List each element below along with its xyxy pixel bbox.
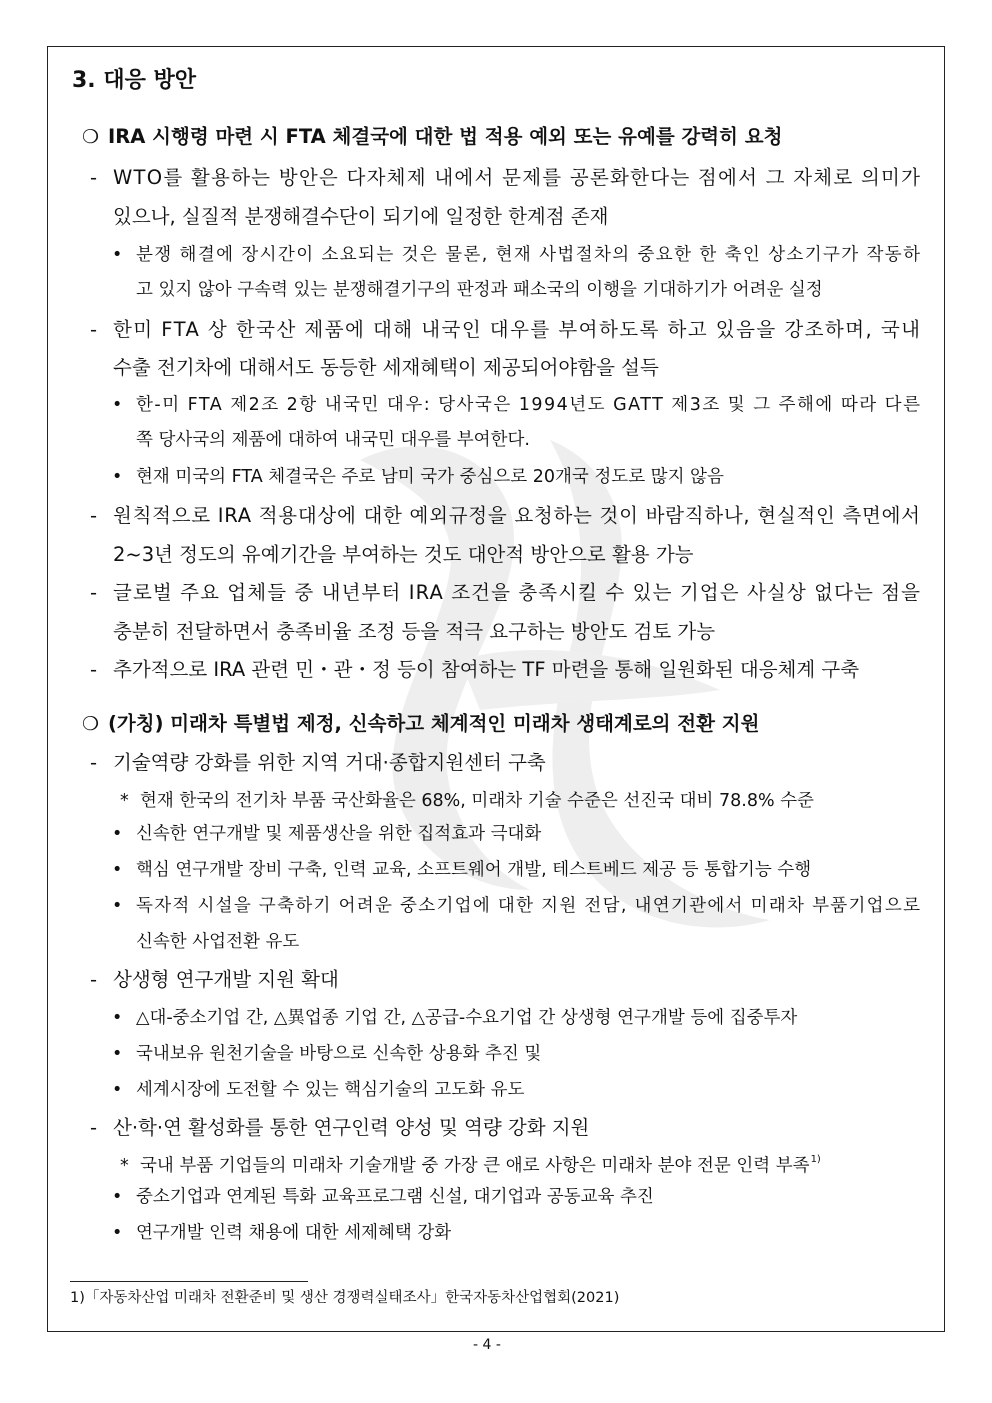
dash-marker: -	[90, 504, 98, 527]
list-item-line: 글로벌 주요 업체들 중 내년부터 IRA 조건을 충족시킬 수 있는 기업은 사실상 없다는 점을	[113, 581, 922, 604]
section-title: (가칭) 미래차 특별법 제정, 신속하고 체계적인 미래차 생태계로의 전환 지원	[108, 712, 760, 735]
list-item-line: 독자적 시설을 구축하기 어려운 중소기업에 대한 지원 전담, 내연기관에서 미래차 부품기업으로	[136, 896, 922, 916]
list-item-line: 국내보유 원천기술을 바탕으로 신속한 상용화 추진 및	[136, 1044, 542, 1064]
dash-marker: -	[90, 1116, 98, 1139]
dash-marker: -	[90, 166, 98, 189]
list-item-line: 세계시장에 도전할 수 있는 핵심기술의 고도화 유도	[136, 1080, 525, 1100]
bullet-icon: •	[112, 1044, 123, 1064]
bullet-icon: •	[112, 860, 123, 880]
bullet-icon: •	[112, 245, 123, 265]
list-item-line: 현재 미국의 FTA 체결국은 주로 남미 국가 중심으로 20개국 정도로 많지 않음	[136, 467, 724, 487]
list-item-line: 신속한 연구개발 및 제품생산을 위한 집적효과 극대화	[136, 824, 542, 844]
bullet-icon: •	[112, 896, 123, 916]
bullet-icon: •	[112, 467, 123, 487]
list-item-line: 수출 전기차에 대해서도 동등한 세재혜택이 제공되어야함을 설득	[113, 356, 659, 379]
section-bullet-icon: ❍	[82, 126, 100, 148]
list-item-line: 쪽 당사국의 제품에 대하여 내국민 대우를 부여한다.	[136, 430, 530, 450]
list-item-line: 한미 FTA 상 한국산 제품에 대해 내국인 대우를 부여하도록 하고 있음을 강조하며, 국내	[113, 318, 922, 341]
bullet-icon: •	[112, 1008, 123, 1028]
list-item-line: 기술역량 강화를 위한 지역 거대·종합지원센터 구축	[113, 751, 546, 774]
list-item-line: 고 있지 않아 구속력 있는 분쟁해결기구의 판정과 패소국의 이행을 기대하기가 어려운 실정	[136, 280, 823, 300]
list-item-line: 추가적으로 IRA 관련 민・관・정 등이 참여하는 TF 마련을 통해 일원화된 대응체계 구축	[113, 658, 860, 681]
list-item-line: 연구개발 인력 채용에 대한 세제혜택 강화	[136, 1223, 452, 1243]
list-item-line: 한-미 FTA 제2조 2항 내국민 대우: 당사국은 1994년도 GATT 제3조 및 그 주해에 따라 다른	[136, 395, 922, 415]
note-marker: *	[120, 1156, 129, 1176]
footnote: 1)「자동차산업 미래차 전환준비 및 생산 경쟁력실태조사」한국자동차산업협회(2021)	[70, 1290, 620, 1306]
footnote-ref: 1)	[810, 1154, 821, 1165]
list-item-line: 상생형 연구개발 지원 확대	[113, 968, 339, 991]
section-bullet-icon: ❍	[82, 713, 100, 735]
bullet-icon: •	[112, 1080, 123, 1100]
list-item-line: 산·학·연 활성화를 통한 연구인력 양성 및 역량 강화 지원	[113, 1116, 590, 1139]
section-heading: 3. 대응 방안	[72, 68, 196, 93]
bullet-icon: •	[112, 824, 123, 844]
section-title: IRA 시행령 마련 시 FTA 체결국에 대한 법 적용 예외 또는 유예를 강력히 요청	[108, 125, 783, 148]
list-item-line: 있으나, 실질적 분쟁해결수단이 되기에 일정한 한계점 존재	[113, 205, 609, 228]
note-marker: *	[120, 791, 129, 811]
page-number: - 4 -	[473, 1337, 501, 1353]
dash-marker: -	[90, 318, 98, 341]
list-item-line: 2~3년 정도의 유예기간을 부여하는 것도 대안적 방안으로 활용 가능	[113, 543, 694, 566]
dash-marker: -	[90, 658, 98, 681]
dash-marker: -	[90, 968, 98, 991]
bullet-icon: •	[112, 395, 123, 415]
footnote-rule	[70, 1281, 308, 1282]
list-item-line: 현재 한국의 전기차 부품 국산화율은 68%, 미래차 기술 수준은 선진국 대비 78.8% 수준	[140, 791, 814, 811]
list-item-line: 신속한 사업전환 유도	[136, 932, 300, 952]
list-item-line: 충분히 전달하면서 충족비율 조정 등을 적극 요구하는 방안도 검토 가능	[113, 620, 716, 643]
list-item-line: 중소기업과 연계된 특화 교육프로그램 신설, 대기업과 공동교육 추진	[136, 1187, 654, 1207]
bullet-icon: •	[112, 1187, 123, 1207]
bullet-icon: •	[112, 1223, 123, 1243]
list-item-line: △대-중소기업 간, △異업종 기업 간, △공급-수요기업 간 상생형 연구개발 등에 집중투자	[136, 1008, 798, 1028]
dash-marker: -	[90, 581, 98, 604]
list-item-line: WTO를 활용하는 방안은 다자체제 내에서 문제를 공론화한다는 점에서 그 자체로 의미가	[113, 166, 922, 189]
list-item-line: 국내 부품 기업들의 미래차 기술개발 중 가장 큰 애로 사항은 미래차 분야 전문 인력 부족	[140, 1156, 810, 1176]
list-item-line: 핵심 연구개발 장비 구축, 인력 교육, 소프트웨어 개발, 테스트베드 제공 등 통합기능 수행	[136, 860, 812, 880]
list-item-line: 분쟁 해결에 장시간이 소요되는 것은 물론, 현재 사법절차의 중요한 한 축인 상소기구가 작동하	[136, 245, 922, 265]
dash-marker: -	[90, 751, 98, 774]
list-item-line: 원칙적으로 IRA 적용대상에 대한 예외규정을 요청하는 것이 바람직하나, 현실적인 측면에서	[113, 504, 921, 527]
